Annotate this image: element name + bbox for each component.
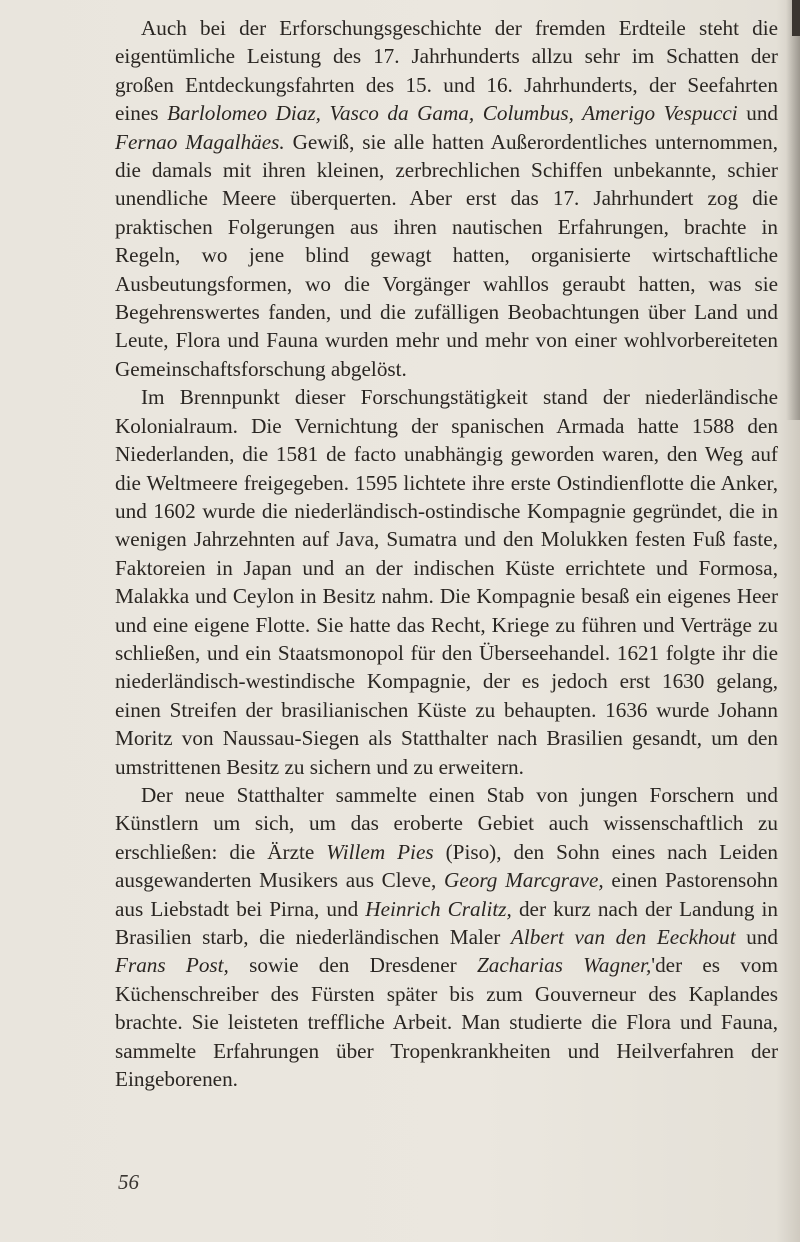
italic-name-text: Frans Post, [115, 953, 229, 978]
italic-name-text: Fernao Magalhäes. [115, 129, 285, 154]
italic-name-text: Georg Marcgrave, [444, 868, 604, 893]
paragraph-text-run: (Piso), den Sohn eines nach Leiden ausgewanderten Musikers aus Cleve, [115, 839, 778, 893]
italic-name-text: Willem Pies [326, 839, 434, 864]
paragraph-3 [115, 781, 778, 1093]
paragraph-1 [115, 14, 778, 383]
paragraph-text-run: einen Pastorensohn aus Liebstadt bei Pirna, und [115, 868, 778, 921]
page-number: 56 [118, 1170, 139, 1194]
paragraph-text-run: Auch bei der Erforschungsgeschichte der fremden Erdteile steht die eigentümliche Leistung des 17. Jahrhunderts allzu sehr im Schatten der großen Entdeckungsfahrten des 15. und 16. Jahrhunderts, der Seefahrten eines [115, 16, 778, 126]
paragraph-text-run: Der neue Statthalter sammelte einen Stab von jungen Forschern und Künstlern um sich, um das eroberte Gebiet auch wissenschaftlich zu erschließen: die Ärzte [115, 782, 778, 864]
paragraph-text-run: sowie den Dresdener [228, 953, 477, 978]
paragraph-2 [115, 383, 778, 781]
italic-name-text: Zacharias Wagner, [476, 953, 652, 978]
italic-name-text: Heinrich Cralitz, [365, 896, 512, 921]
body-text [115, 14, 778, 1093]
page-edge-shadow [786, 0, 800, 420]
page-edge-mark [792, 0, 800, 36]
paragraph-text-run: 'der es vom Küchenschreiber des Fürsten später bis zum Gouverneur des Kaplandes brachte. Sie leisteten treffliche Arbeit. Man studierte die Flora und Fauna, sammelte Erfahrungen über Tropenkrankheiten und Heilverfahren der Eingeborenen. [115, 953, 778, 1092]
italic-name-text: Barlolomeo Diaz, Vasco da Gama, Columbus, Amerigo Vespucci [167, 101, 738, 126]
paragraph-text-run: und [735, 925, 779, 949]
italic-name-text: Albert van den Eeckhout [510, 925, 736, 949]
paragraph-text-run: Im Brennpunkt dieser Forschungstätigkeit stand der niederländische Kolonialraum. Die Vernichtung der spanischen Armada hatte 1588 den Niederlanden, die 1581 de facto unabhängig geworden waren, den Weg auf die Weltmeere freigegeben. 1595 lichtete ihre erste Ostindienflotte die Anker, und 1602 wurde die niederländisch-ostindische Kompagnie gegründet, die in wenigen Jahrzehnten auf Java, Sumatra und den Molukken festen Fuß faste, Faktoreien in Japan und an der indischen Küste errichtete und Formosa, Malakka und Ceylon in Besitz nahm. Die Kompagnie besaß ein eigenes Heer und eine eigene Flotte. Sie hatte das Recht, Kriege zu führen und Verträge zu schließen, und ein Staatsmonopol für den Überseehandel. 1621 folgte ihr die niederländisch-westindische Kompagnie, der es jedoch erst 1630 gelang, einen Streifen der brasilianischen Küste zu behaupten. 1636 wurde Johann Moritz von Naussau-Siegen als Statthalter nach Brasilien gesandt, um den umstrittenen Besitz zu sichern und zu erweitern. [115, 385, 778, 779]
paragraph-text-run: und [737, 101, 779, 126]
paragraph-text-run: der kurz nach der Landung in Brasilien starb, die niederländischen Maler [115, 896, 778, 949]
paragraph-text-run: Gewiß, sie alle hatten Außerordentliches unternommen, die damals mit ihren kleinen, zerbrechlichen Schiffen unbekannte, schier unendliche Meere überquerten. Aber erst das 17. Jahrhundert zog die praktischen Folgerungen aus ihren nautischen Erfahrungen, brachte in Regeln, wo jene blind gewagt hatten, organisierte wirtschaftliche Ausbeutungsformen, wo die Vorgänger wahllos geraubt hatten, was sie Begehrenswertes fanden, und die zufälligen Beobachtungen über Land und Leute, Flora und Fauna wurden mehr und mehr von einer wohlvorbereiteten Gemeinschaftsforschung abgelöst. [115, 129, 778, 381]
